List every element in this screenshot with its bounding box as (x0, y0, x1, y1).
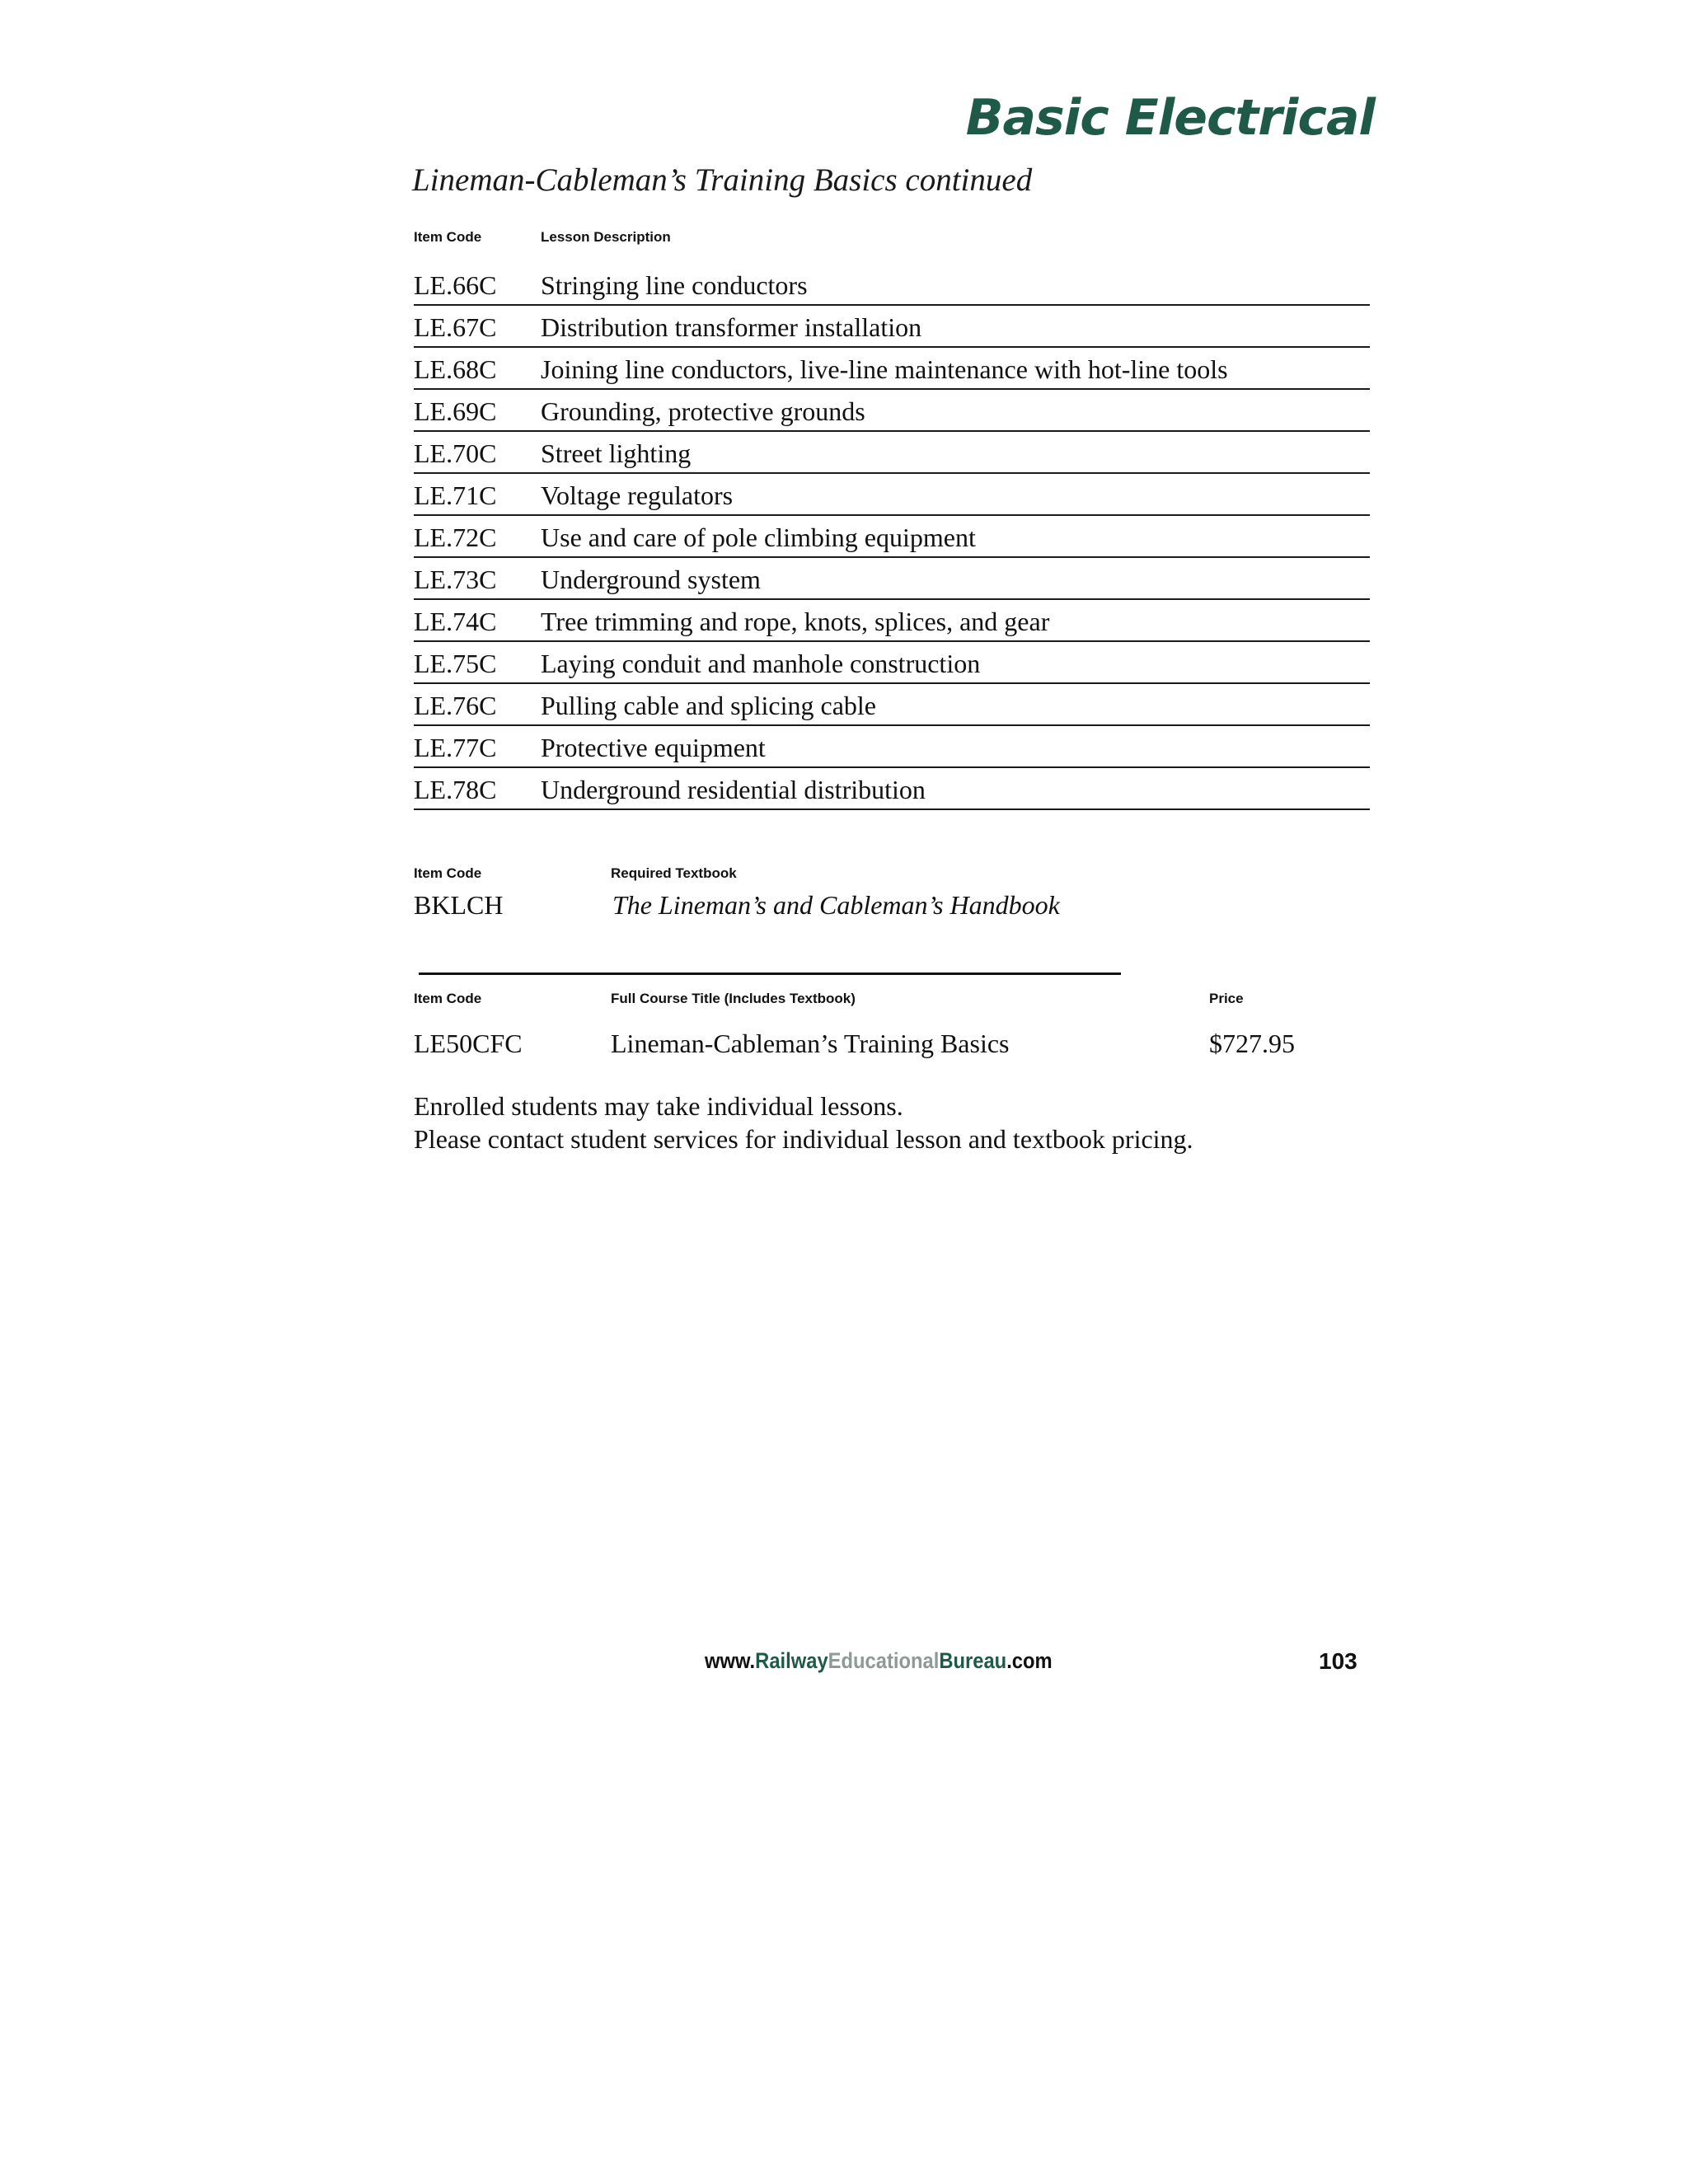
lesson-description: Grounding, protective grounds (541, 396, 865, 426)
table-row (414, 768, 1370, 810)
table-row (414, 684, 1370, 726)
lesson-code: LE.68C (414, 354, 497, 384)
lesson-description: Voltage regulators (541, 480, 734, 510)
table-row (414, 390, 1370, 432)
lesson-description: Stringing line conductors (541, 270, 808, 300)
table-row (414, 558, 1370, 600)
textbook-title: The Lineman’s and Cableman’s Handbook (612, 890, 1060, 920)
course-col-price: Price (1209, 991, 1244, 1006)
table-row (414, 264, 1370, 306)
lesson-description: Pulling cable and splicing cable (541, 691, 876, 720)
course-col-item-code: Item Code (414, 991, 482, 1006)
lesson-code: LE.69C (414, 396, 497, 426)
lesson-description: Street lighting (541, 438, 692, 468)
course-price: $727.95 (1209, 1029, 1295, 1058)
lesson-code: LE.72C (414, 523, 497, 552)
textbook-col-required: Required Textbook (611, 865, 737, 881)
lesson-description: Underground system (541, 565, 761, 594)
page-subtitle: Lineman-Cableman’s Training Basics continued (412, 162, 1033, 198)
course-title: Lineman-Cableman’s Training Basics (611, 1029, 1010, 1058)
lesson-code: LE.73C (414, 565, 497, 594)
table-row (414, 432, 1370, 474)
table-row (414, 726, 1370, 768)
lesson-code: LE.77C (414, 733, 497, 762)
lesson-description: Joining line conductors, live-line maintenance with hot-line tools (541, 354, 1228, 384)
table-row (414, 348, 1370, 390)
note-line: Please contact student services for individual lesson and textbook pricing. (414, 1124, 1193, 1154)
lesson-code: LE.76C (414, 691, 497, 720)
lesson-description: Use and care of pole climbing equipment (541, 523, 976, 552)
url-suffix: .com (1006, 1648, 1053, 1673)
lesson-code: LE.67C (414, 312, 497, 342)
textbook-col-item-code: Item Code (414, 865, 482, 881)
url-part-educational: Educational (828, 1648, 940, 1673)
table-row (414, 600, 1370, 642)
lesson-description: Underground residential distribution (541, 775, 926, 804)
lesson-code: LE.75C (414, 649, 497, 678)
url-prefix: www. (705, 1648, 756, 1673)
section-divider (419, 972, 1121, 975)
textbook-code: BKLCH (414, 890, 504, 920)
lesson-description: Distribution transformer installation (541, 312, 922, 342)
table-row (414, 642, 1370, 684)
lesson-col-item-code: Item Code (414, 229, 482, 245)
course-col-title: Full Course Title (Includes Textbook) (611, 991, 856, 1006)
section-title: Basic Electrical (965, 89, 1375, 147)
lesson-code: LE.71C (414, 480, 497, 510)
page-number: 103 (1319, 1648, 1357, 1674)
lesson-description: Laying conduit and manhole construction (541, 649, 981, 678)
table-row (414, 474, 1370, 516)
enrollment-notes (414, 1090, 1193, 1155)
course-code: LE50CFC (414, 1029, 523, 1058)
url-part-railway: Railway (755, 1648, 828, 1673)
lesson-code: LE.66C (414, 270, 497, 300)
lesson-col-description: Lesson Description (541, 229, 671, 245)
lesson-code: LE.78C (414, 775, 497, 804)
url-part-bureau: Bureau (939, 1648, 1007, 1673)
footer-url[interactable] (705, 1648, 1053, 1674)
table-row (414, 306, 1370, 348)
lesson-description: Tree trimming and rope, knots, splices, and gear (541, 607, 1050, 636)
lesson-description: Protective equipment (541, 733, 766, 762)
note-line: Enrolled students may take individual lessons. (414, 1091, 903, 1121)
lesson-table (414, 264, 1370, 810)
lesson-code: LE.70C (414, 438, 497, 468)
table-row (414, 516, 1370, 558)
lesson-code: LE.74C (414, 607, 497, 636)
